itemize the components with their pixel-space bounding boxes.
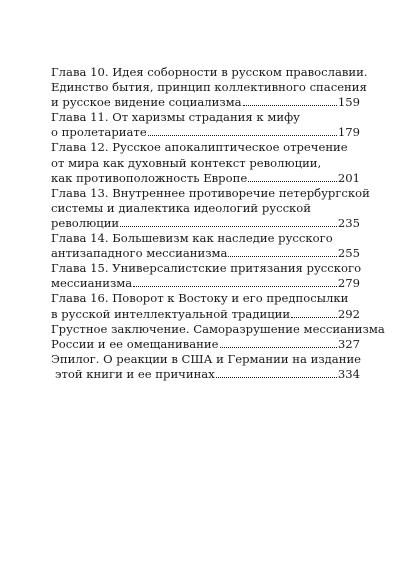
toc-entry-line <box>51 307 360 322</box>
toc-entry-text: как противоположность Европе <box>51 170 248 185</box>
toc-entry-text: о пролетариате <box>51 125 147 140</box>
toc-entry-line <box>51 171 360 186</box>
toc-entry-text: России и ее омещанивание <box>51 336 219 351</box>
toc-entry-text: Глава 15. Универсалистские притязания русского <box>51 261 362 276</box>
toc-entry-text: Глава 10. Идея соборности в русском православии. <box>51 65 368 79</box>
toc-entry-text: мессианизма <box>51 276 133 291</box>
toc-entry-text: и русское видение социализма <box>51 95 242 110</box>
toc-entry-text: революции <box>51 215 120 230</box>
toc-entry-line <box>51 95 360 110</box>
toc-page-number: 201 <box>337 170 360 185</box>
toc-entry-text: Глава 13. Внутреннее противоречие петербургской <box>51 185 370 200</box>
toc-entry-line <box>51 156 360 171</box>
toc-entry <box>51 231 360 261</box>
toc-entry-line <box>51 231 360 246</box>
toc-entry-text: антизападного мессианизма <box>51 246 228 261</box>
toc-entry-line <box>51 201 360 216</box>
toc-entry-text: Глава 14. Большевизм как наследие русского <box>51 231 333 246</box>
toc-entry-line <box>51 352 360 367</box>
toc-entry-line <box>51 291 360 306</box>
table-of-contents <box>51 65 385 382</box>
toc-entry-text: Единство бытия, принцип коллективного спасения <box>51 80 367 95</box>
toc-entry-text: этой книги и ее причинах <box>55 366 215 381</box>
dot-leader <box>248 180 337 182</box>
toc-page-number: 255 <box>337 246 360 261</box>
toc-entry-text: от мира как духовный контекст революции, <box>51 155 322 170</box>
toc-page-number: 159 <box>337 95 360 110</box>
dot-leader <box>291 316 337 318</box>
toc-entry-line <box>51 337 360 352</box>
toc-entry <box>51 185 370 231</box>
dot-leader <box>216 376 337 378</box>
dot-leader <box>243 104 337 106</box>
toc-entry <box>51 321 385 352</box>
toc-entry-line <box>51 140 360 155</box>
toc-page-number: 334 <box>337 366 360 381</box>
toc-entry <box>51 352 360 382</box>
toc-entry-line <box>51 216 360 231</box>
toc-page-number: 279 <box>337 276 360 291</box>
toc-entry-text: Грустное заключение. Саморазрушение мессианизма <box>51 321 385 336</box>
toc-page-number: 179 <box>337 125 360 140</box>
toc-entry <box>51 261 360 291</box>
toc-entry-text: системы и диалектика идеологий русской <box>51 200 312 215</box>
dot-leader <box>228 255 336 257</box>
toc-entry-line <box>51 125 360 140</box>
toc-entry-line <box>51 246 360 261</box>
toc-page-number: 327 <box>337 336 360 351</box>
toc-page-number: 292 <box>337 306 360 321</box>
toc-entry <box>51 110 360 140</box>
toc-entry-text: в русской интеллектуальной традиции <box>51 306 291 321</box>
dot-leader <box>133 285 337 287</box>
toc-entry-line <box>51 261 360 276</box>
toc-entry <box>51 291 360 321</box>
toc-entry-line <box>51 110 360 125</box>
toc-entry-line <box>51 367 360 382</box>
toc-entry-line <box>51 321 385 337</box>
toc-entry <box>51 65 368 110</box>
toc-entry-line <box>51 185 370 201</box>
toc-entry-text: Эпилог. О реакции в США и Германии на издание <box>51 351 362 366</box>
dot-leader <box>120 225 337 227</box>
toc-page-number: 235 <box>337 215 360 230</box>
toc-entry-line <box>51 276 360 291</box>
toc-entry <box>51 140 360 185</box>
dot-leader <box>220 346 337 348</box>
toc-entry-text: Глава 12. Русское апокалиптическое отречение <box>51 140 348 155</box>
toc-entry-text: Глава 11. От харизмы страдания к мифу <box>51 110 300 125</box>
dot-leader <box>148 134 337 136</box>
toc-entry-line <box>51 80 367 95</box>
toc-entry-line <box>51 65 368 80</box>
toc-entry-text: Глава 16. Поворот к Востоку и его предпосылки <box>51 291 349 306</box>
